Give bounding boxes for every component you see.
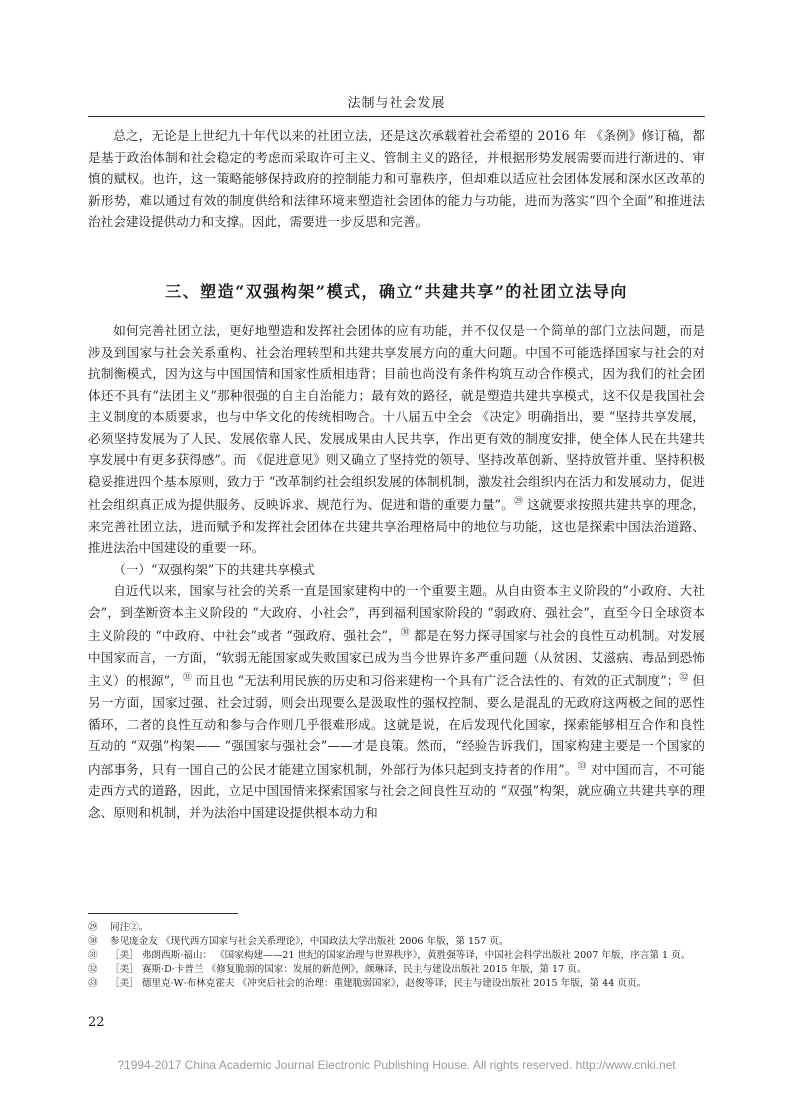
footnote-mark: ㉜ bbox=[88, 964, 98, 975]
subsection-heading: （一）“双强构架”下的共建共享模式 bbox=[113, 561, 315, 577]
paragraph-text: 总之，无论是上世纪九十年代以来的社团立法，还是这次承载着社会希望的 2016 年 《条例》修订稿，都是基于政治体制和社会稳定的考虑而采取许可主义、管制主义的路径，并根据形势发展需要而进行渐进的、审慎的赋权。也许，这一策略能够保持政府的控制能力和可靠秩序，但却难以适应社会团体发展和深水区改革的新形势，难以通过有效的制度供给和法律环境来塑造社会团体的能力与功能，进而为落实“四个全面”和推进法治社会建设提供动力和支撑。因此，需要进一步反思和完善。 bbox=[88, 128, 705, 229]
footnote-mark: ㉛ bbox=[88, 950, 98, 961]
paragraph-text-cont: 这就要求按照共建共享的理念，来完善社团立法，进而赋予和发挥社会团体在共建共享治理格局中的地位与功能，这也是探索中国法治道路、推进法治中国建设的重要一环。 bbox=[88, 497, 705, 556]
paragraph-text: 但另一方面，国家过强、社会过弱，则会出现要么是汲取性的强权控制、要么是混乱的无政府这两极之间的恶性循环，二者的良性互动和参与合作则几乎很难形成。这就是说，在后发现代化国家，探索能够相互合作和良性互动的 “双强”构架—— “强国家与强社会”——才是良策。然而，“经验告诉我们，国家构建主要是一个国家的内部事务，只有一国自己的公民才能建立国家机制，外部行为体只起到支持者的作用”。 bbox=[88, 673, 705, 777]
footnote bbox=[88, 949, 705, 963]
footnote-ref: ㉝ bbox=[577, 761, 587, 772]
footnote-text: ［美］ 弗朗西斯·福山： 《国家构建——21 世纪的国家治理与世界秩序》，黄胜强等译，中国社会科学出版社 2007 年版，序言第 1 页。 bbox=[110, 950, 691, 961]
footnote-text: ［美］ 德里克·W·布林克霍夫 《冲突后社会的治理：重建脆弱国家》，赵俊等译，民主与建设出版社 2015 年版，第 44 页页。 bbox=[110, 978, 647, 989]
main-body bbox=[88, 320, 705, 823]
footnote-ref: ㉜ bbox=[679, 673, 689, 684]
footnote-mark: ㉚ bbox=[88, 936, 98, 947]
page-number: 22 bbox=[88, 1015, 105, 1030]
paragraph-text: 自近代以来，国家与社会的关系一直是国家建构中的一个重要主题。从自由资本主义阶段的“小政府、大社会”，到垄断资本主义阶段的 “大政府、小社会”，再到福利国家阶段的 “弱政府、强社会”，直至今日全球资本主义阶段的 “中政府、中社会”或者 “强政府、强社会”， bbox=[88, 583, 705, 644]
footnote-rule bbox=[88, 913, 238, 914]
footnote-ref: ㉚ bbox=[400, 628, 410, 639]
footnote-mark: ㉙ bbox=[88, 922, 98, 933]
paragraph-text: 如何完善社团立法，更好地塑造和发挥社会团体的应有功能，并不仅仅是一个简单的部门立法问题，而是涉及到国家与社会关系重构、社会治理转型和共建共享发展方向的重大问题。中国不可能选择国家与社会的对抗制衡模式，因为这与中国国情和国家性质相违背；目前也尚没有条件构筑互动合作模式，因为我们的社会团体还不具有“法团主义”那种很强的自主自治能力；最有效的路径，就是塑造共建共享模式，这不仅是我国社会主义制度的本质要求，也与中华文化的传统相吻合。十八届五中全会 《决定》明确指出，要 “坚持共享发展，必须坚持发展为了人民、发展依靠人民、发展成果由人民共享，作出更有效的制度安排，使全体人民在共建共享发展中有更多获得感”。而 《促进意见》则又确立了坚持党的领导、坚持改革创新、坚持放管并重、坚持积极稳妥推进四个基本原则，致力于 “改革制约社会组织发展的体制机制，激发社会组织内在活力和发展动力，促进社会组织真正成为提供服务、反映诉求、规范行为、促进和谐的重要力量”。 bbox=[88, 323, 705, 513]
footnote-text: 参见庞金友 《现代西方国家与社会关系理论》，中国政法大学出版社 2006 年版，第 157 页。 bbox=[110, 936, 509, 947]
footnote-mark: ㉝ bbox=[88, 978, 98, 989]
footnote bbox=[88, 963, 705, 977]
footnote-ref: ㉛ bbox=[182, 673, 192, 684]
footnotes bbox=[88, 921, 705, 991]
footnote-text: ［美］ 赛斯·D·卡普兰 《修复脆弱的国家：发展的新范例》，颜琳译，民主与建设出版社 2015 年版，第 17 页。 bbox=[110, 964, 587, 975]
footnote bbox=[88, 935, 705, 949]
running-header: 法制与社会发展 bbox=[347, 96, 446, 111]
paragraph-state-society bbox=[88, 580, 705, 823]
paragraph-text: 对中国而言，不可能走西方式的道路，因此，立足中国国情来探索国家与社会之间良性互动的 “双强”构架，就应确立共建共享的理念、原则和机制，并为法治中国建设提供根本动力和 bbox=[88, 761, 705, 820]
paragraph-text: 而且也 “无法利用民族的历史和习俗来建构一个具有广泛合法性的、有效的正式制度”； bbox=[191, 673, 680, 689]
paragraph-conclusion bbox=[88, 125, 705, 233]
header-rule bbox=[88, 116, 705, 117]
footnote-text: 同注②。 bbox=[110, 922, 149, 933]
paragraph-text: 都是在努力探寻国家与社会的良性互动机制。对发展中国家而言，一方面，“软弱无能国家或失败国家已成为当今世界许多严重问题（从贫困、艾滋病、毒品到恐怖主义）的根源”， bbox=[88, 628, 705, 689]
paragraph-intro bbox=[88, 320, 705, 559]
copyright-watermark: ?1994-2017 China Academic Journal Electronic Publishing House. All rights reserved. http://www.cnki.net bbox=[117, 1058, 676, 1072]
section-title: 三、塑造“双强构架”模式，确立“共建共享”的社团立法导向 bbox=[165, 282, 628, 301]
footnote bbox=[88, 977, 705, 991]
footnote-ref: ㉙ bbox=[513, 497, 524, 507]
footnote bbox=[88, 921, 705, 935]
